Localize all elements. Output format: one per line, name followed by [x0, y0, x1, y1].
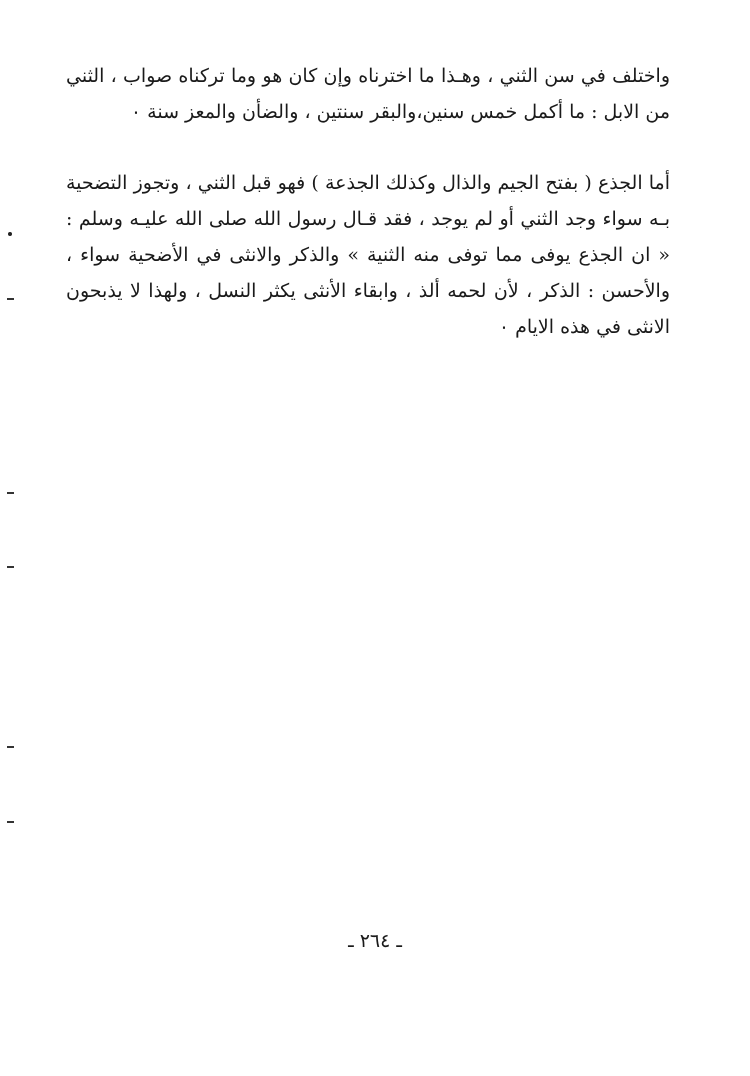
margin-mark [7, 298, 14, 300]
page-number: ـ ٢٦٤ ـ [348, 930, 402, 952]
margin-mark [7, 821, 14, 823]
margin-mark [7, 566, 14, 568]
margin-mark-dot [8, 232, 12, 236]
margin-mark [7, 746, 14, 748]
margin-mark [7, 492, 14, 494]
paragraph-1: واختلف في سن الثني ، وهـذا ما اخترناه وإن كان هو وما تركناه صواب ، الثني من الابل : ما أكمل خمس سنين،والبقر سنتين ، والضأن والمعز سنة ٠ [66, 65, 670, 123]
paragraph-2: أما الجذع ( بفتح الجيم والذال وكذلك الجذعة ) فهو قبل الثني ، وتجوز التضحية بـه سواء وجد الثني أو لم يوجد ، فقد قـال رسول الله صلى الله عليـه وسلم : « ان الجذع يوفى مما توفى منه الثنية » والذكر والانثى في الأضحية سواء ، والأحسن : الذكر ، لأن لحمه ألذ ، وابقاء الأنثى يكثر النسل ، ولهذا لا يذبحون الانثى في هذه الايام ٠ [66, 172, 670, 338]
